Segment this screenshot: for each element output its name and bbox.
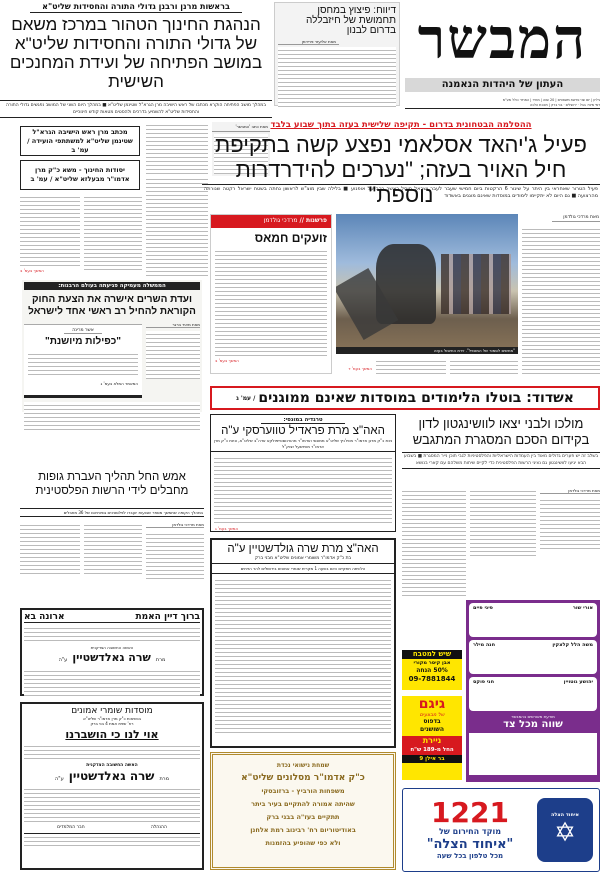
tragedy-box — [210, 414, 396, 532]
goldstein-box — [210, 538, 396, 748]
condolence1-top-right: ברוך דיין האמת — [135, 612, 200, 622]
main-byline: מאת מרדכי גולדמן — [552, 214, 600, 222]
main-cont[interactable]: המשך בעמ' ד — [348, 366, 372, 371]
top-cont[interactable]: המשך בעמ' ב — [20, 268, 44, 273]
masthead-logo[interactable]: המבשר — [417, 6, 588, 72]
main-byline-col — [522, 214, 600, 374]
masthead — [405, 0, 600, 96]
rabbinate-banner: הממשלה מעמיקה פגיעתה בעולם הרבנות: — [24, 282, 200, 290]
goldstein-body — [215, 577, 391, 735]
op-ed-box — [24, 324, 142, 398]
top-col-d — [20, 194, 80, 266]
top-kicker: בראשות מרנן ורבנן גדולי התורה והחסידות שליט"א — [30, 2, 242, 13]
op-body — [28, 351, 138, 377]
top-subhead: במהלך מושב הפתיחה הוקרא מכתבו של ראש הישיבה מרן הגרא"ל שטינמן שליט"א ■ במהלך היום השני של המושב נפגשים גדולי התורה והחסידות שליט"א להשמיע בדרכים ולהסטים מטאות קודש חינוכיים — [0, 100, 272, 118]
condolence1-name: שרה גאלדשטיין — [72, 651, 151, 664]
box-steinman-letter[interactable]: מכתב מרן ראש הישיבה הגרא"ל שטינמן שליט"א למשתתפי הועידה / עמ' ב — [20, 126, 140, 156]
rabbinate-byline-col: מאת מאיר ברגר — [146, 322, 200, 379]
dateline: גיליון | יום שני פרשת משפטים | 20 שנה | מחיר | המחיר כולל מע"מ דמי מינוי: בבל · ירושלים · בני ברק | תוכנת הלכה — [405, 98, 600, 109]
bodies-body-a — [84, 522, 142, 576]
ashdod-page-ref: / עמ' ג — [236, 394, 256, 402]
tragedy-kicker: טרגדיה במונסי: — [261, 417, 345, 424]
main-body-a — [450, 358, 518, 376]
washington-headline[interactable]: מולכו ולבני יצאו לוושינגטון לדון בקידום הסכם המסגרת המתגבש — [412, 416, 590, 447]
condolence2-headline: אוי לנו כי הושברנו — [65, 728, 159, 741]
tragedy-cont[interactable]: המשך בעמ' ג — [215, 526, 239, 531]
marble-ad[interactable]: שיש למטבח אבן קיסר מקורי 50% הנחה 09-7881844 — [402, 650, 462, 690]
analysis-headline[interactable]: זועקים חמאס — [254, 231, 327, 245]
washington-subhead: בשלב זה יש פערים גדולים מאוד בין העמדות הישראליות והפלסטיניות לגבי תוכן נייר המסגרת ■ בשבוע הבא יגיעו לוושינגטון גם נציגי הרשות הפלסטינית כדי לקיים שיחות משלהם עם קארי בנושא — [402, 452, 600, 469]
hatzalah-ad[interactable]: איחוד הצלה ✡ 1221 מוקד החירום של "איחוד הצלה" מכל טלפון בכל שעה — [402, 788, 600, 872]
main-headline[interactable]: פעיל ג'יהאד אסלאמי נפצע קשה בתקיפת חיל האויר בעזה; "נערכים להידרדרות נוספת" — [215, 132, 587, 207]
ashdod-headline: אשדוד: בוטלו הלימודים במוסדות שאינם ממוגנים — [258, 390, 574, 406]
hatzalah-logo: איחוד הצלה ✡ — [537, 798, 593, 862]
condolence-ad-1[interactable]: ברוך דיין האמת ארונה בא האשה החשובה הצדקנית מרת שרה גאלדשטיין ע"ה — [20, 608, 204, 696]
lebanon-body — [278, 47, 396, 109]
photo-people — [441, 254, 511, 314]
main-subhead: פעיל הטרור שאחראי בין היתר על שיגור 6 הרקטות ביום חמישי שעבר לעבר ישראל חוסל כאשר רכב על אופנוע ■ בלילה שבין מוצ"ש לראשון נחתה בשטח ישראל רקטה שנורתה מהרצועה ■ גם היום לא יתקיימו לימודים במוסדות שאינם מוגנים באשדוד — [204, 186, 599, 199]
bodies-body-b — [20, 522, 80, 574]
condolence2-org: מוסדות שומרי אמונים — [71, 706, 153, 716]
top-headline[interactable]: הנהגת החינוך הטהור במרכז משאם של גדולי התורה והחסידות שליט"א במושב הפתיחה של ועידת המחנכים השישית — [9, 15, 263, 91]
main-body-b — [376, 358, 446, 376]
rabbinate-body — [24, 402, 200, 430]
analysis-body — [215, 248, 327, 356]
ashdod-banner[interactable] — [210, 386, 600, 410]
op-author: אשר מרינה — [64, 328, 102, 334]
condolence1-honor: האשה החשובה הצדקנית — [90, 645, 134, 650]
tragedy-headline[interactable]: האה"צ מרת פראדיל טווערסקי ע"ה — [221, 425, 385, 437]
washington-body-a — [470, 488, 536, 558]
lebanon-story — [274, 2, 400, 106]
top-byline: מאת כתב 'המבשר' — [212, 122, 270, 176]
photo-caption: "מחשים לסמור של המטפל". זירת החיסול בעזה — [336, 347, 518, 354]
washington-byline-col: מאת מרדכי גולדמן — [540, 488, 600, 549]
goldstein-headline[interactable]: האה"צ מרת שרה גולדשטיין ע"ה — [227, 543, 379, 555]
top-left-story — [0, 0, 272, 100]
goldstein-subhead: בת כ"ק אדמו"ר משומרי אמונים שליט"א מבני ברק — [212, 556, 394, 564]
wedding-notice-ad[interactable]: שמחת נישואי נכדת כ"ק אדמו"ר מסלונים שליט"א משפחות הורביץ - ברזובסקי שהיתה אמורה להתקיים בעיר ביתר תתקיים בעז"ה בבני ברק באודיטוריום רח' רבינוב רמת אלחנן ולא כפי שהופיע בהזמנות — [210, 752, 396, 870]
top-col-c — [84, 194, 142, 272]
hatzalah-number: 1221 — [431, 796, 509, 829]
rabbinate-headline[interactable]: ועדת השרים אישרה את הצעת החוק הקוראת להחיל רב ראשי אחד לישראל — [28, 294, 196, 317]
goldstein-strip: הלוויתה תתקיים היום בשעה 1 מקרית שומרי אמונים בירושלים להר הזיתים — [212, 564, 394, 574]
bodies-headline[interactable]: אמש החל תהליך העברת גופות מחבלים לידי הרשות הפלסטינית — [35, 471, 189, 497]
condolence2-name: שרה גאלדשטיין — [68, 769, 155, 783]
main-photo[interactable] — [336, 214, 518, 354]
main-kicker[interactable]: ההסלמה הבטחונית בדרום - תקיפה שלישית בעזה בתוך שבוע בלבד — [270, 120, 532, 130]
analysis-box — [210, 214, 332, 374]
masthead-tagline: העתון של היהדות הנאמנה — [405, 78, 600, 92]
washington-body-b — [402, 488, 466, 598]
bodies-subhead: במהלך הקופה שתמשך מספר שבועות יועברו לפלסטינים גופותיהם של 36 מחבלים — [20, 508, 204, 517]
lebanon-byline: מאת אליעזר פרידמן — [278, 39, 339, 45]
top-col-a — [146, 122, 208, 176]
engagement-banner: שווה מכל צד — [503, 719, 563, 730]
lebanon-headline[interactable]: דיווח: פיצוץ במחסן תחמושת של חיזבללה בדרום לבנון — [306, 5, 396, 36]
analysis-label-bar: פרשנות // מרדכי גולדמן — [211, 215, 331, 228]
tragedy-body — [214, 455, 392, 523]
star-of-life-icon: ✡ — [554, 818, 576, 848]
box-education-foundations[interactable]: יסודות החינוך - משא כ"ק מרן אדמו"ר מבעלזא שליט"א / עמ' ב — [20, 160, 140, 190]
analysis-cont[interactable]: המשך בעמ' ב — [215, 358, 239, 363]
print-ad[interactable]: גיגם של מבצעים בדפוס השושנים ניירת החל מ-189 ש"ח בר אילן 9 — [402, 696, 462, 780]
op-headline[interactable]: "כפילות מיושנת" — [44, 336, 122, 347]
engagement-ad[interactable]: אורי שור פיני פיים משה הלל קלצקין חנה מילר יהושע גוטויין חני פוקס מודעת מאורסים בהמבשר שווה מכל צד — [466, 600, 600, 782]
condolence-ad-2[interactable]: מוסדות שומרי אמונים בנשיאות כ"ק מרן אדמו"ר שליט"א רח' שפת אמת 4 בני ברק אוי לנו כי הושברנו האשה החשובה הצדקנית מרת שרה גאלדשטיין ע"ה ההנהלה חבר המלמדים — [20, 702, 204, 870]
op-cont[interactable]: המאמר המלא בעמ' ג — [100, 381, 138, 386]
bodies-byline-col: מאת מרדכי גולדמן — [146, 522, 204, 581]
top-col-b — [146, 176, 208, 276]
condolence1-top-left: ארונה בא — [24, 612, 65, 622]
tragedy-subhead: נינת כ"ק מרנן אדמו"ר מוויז'ניץ שליט"א ממונסי ואדמו"ר מהורנוסטייפולקא אדה"ב שליט"א, ונינת כ"ק מרן אדמו"ר מוויזשעל זצוק"ל — [211, 438, 395, 452]
